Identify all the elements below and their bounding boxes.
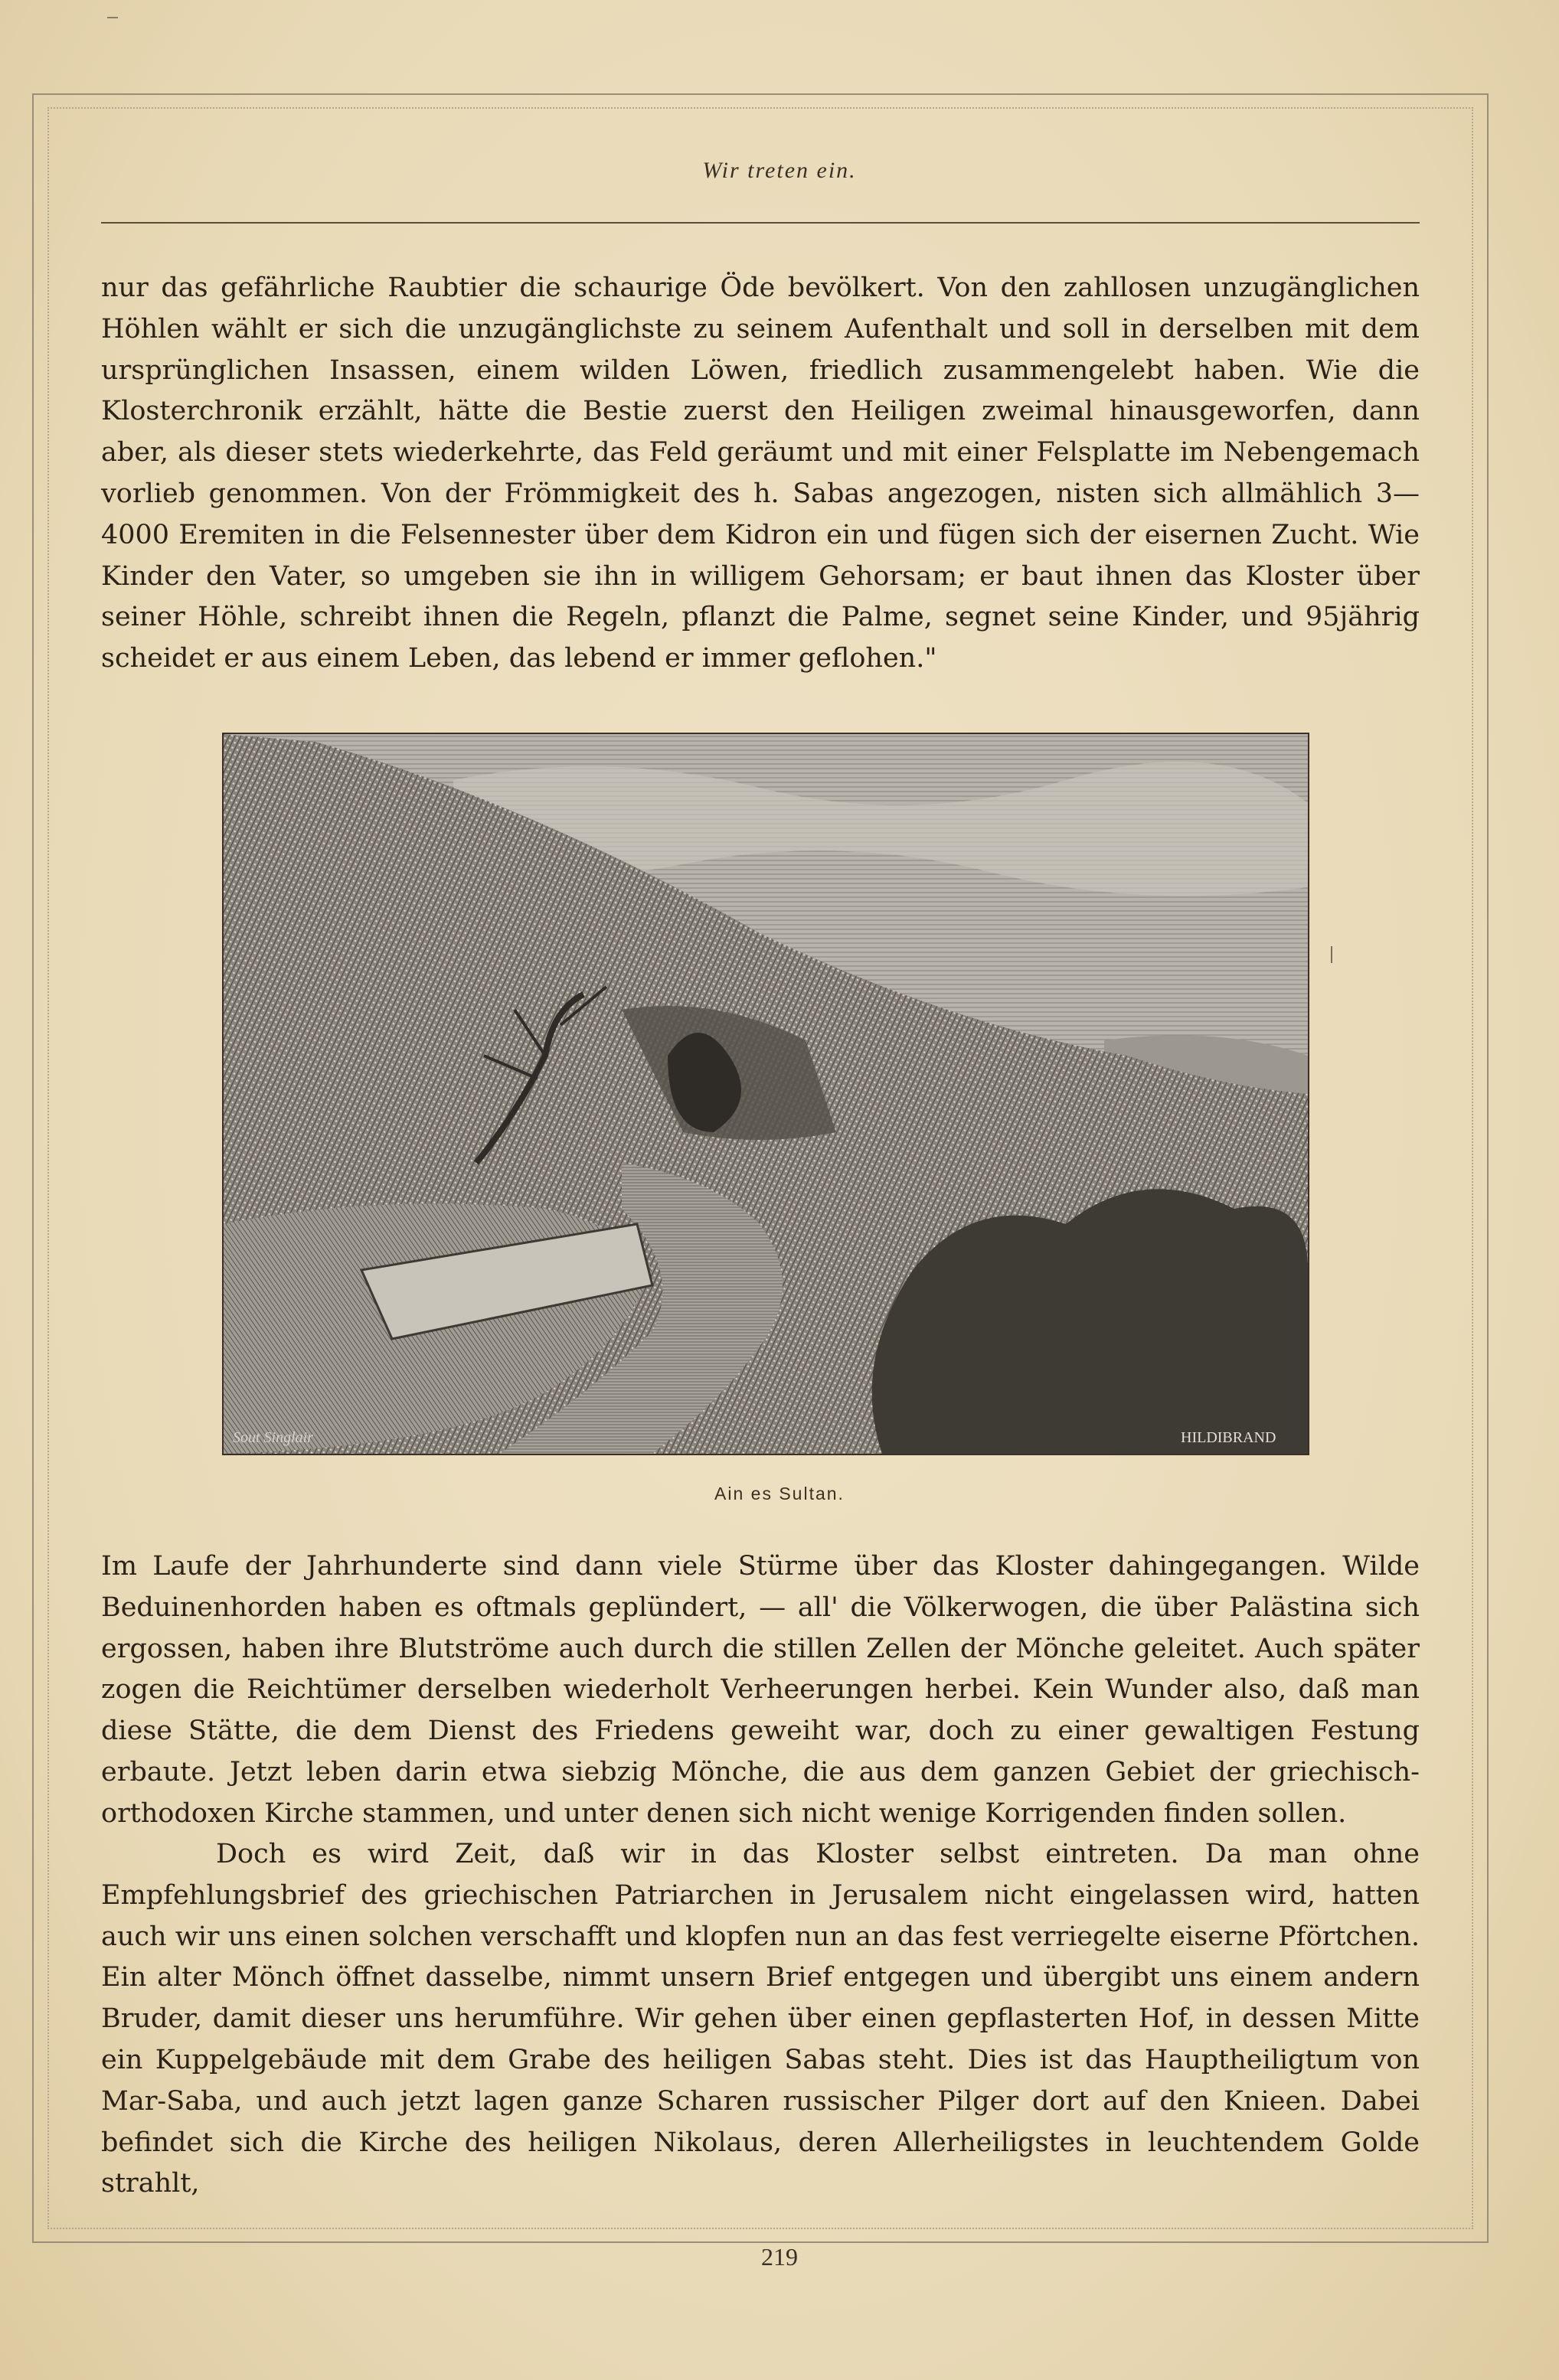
engraver-signature-left: Sout Singlair: [233, 1429, 314, 1446]
engraver-signature-right: HILDIBRAND: [1181, 1429, 1276, 1446]
running-head: Wir treten ein.: [702, 158, 857, 183]
margin-mark: [1331, 946, 1332, 963]
page-number: 219: [761, 2243, 798, 2271]
paragraph-3: Doch es wird Zeit, daß wir in das Kloster selbst eintreten. Da man ohne Empfehlungsbrief des griechischen Patriarchen in Jerusalem nicht eingelassen wird, hatten auch wir uns einen solchen verschafft und klopfen nun an das fest verriegelte eiserne Pförtchen. Ein alter Mönch öffnet dasselbe, nimmt unsern Brief entgegen und übergibt uns einem andern Bruder, damit dieser uns herumführe. Wir gehen über einen gepflasterten Hof, in dessen Mitte ein Kuppelgebäude mit dem Grabe des heiligen Sabas steht. Dies ist das Hauptheiligtum von Mar-Saba, und auch jetzt lagen ganze Scharen russischer Pilger dort auf den Knieen. Dabei befindet sich die Kirche des heiligen Nikolaus, deren Allerheiligstes in leuchtendem Golde strahlt,: [101, 1839, 1420, 2199]
paragraph-2: Im Laufe der Jahrhunderte sind dann viele Stürme über das Kloster dahingegangen. Wilde Beduinenhorden haben es oftmals geplündert, — all' die Völkerwogen, die über Palästina sich ergossen, haben ihre Blutströme auch durch die stillen Zellen der Mönche geleitet. Auch später zogen die Reichtümer derselben wiederholt Verheerungen herbei. Kein Wunder also, daß man diese Stätte, die dem Dienst des Friedens geweiht war, doch zu einer gewaltigen Festung erbaute. Jetzt leben darin etwa siebzig Mönche, die aus dem ganzen Gebiet der griechisch-orthodoxen Kirche stammen, und unter denen sich nicht wenige Korrigenden finden sollen.: [101, 1551, 1420, 1829]
illustration-caption: Ain es Sultan.: [714, 1484, 845, 1503]
header-rule: [101, 222, 1420, 224]
paragraph-1: nur das gefährliche Raubtier die schaurige Öde bevölkert. Von den zahllosen unzugänglichen Höhlen wählt er sich die unzugänglichste zu seinem Aufenthalt und soll in derselben mit dem ursprünglichen Insassen, einem wilden Löwen, friedlich zusammengelebt haben. Wie die Klosterchronik erzählt, hätte die Bestie zuerst den Heiligen zweimal hinausgeworfen, dann aber, als dieser stets wiederkehrte, das Feld geräumt und mit einer Felsplatte im Nebengemach vorlieb genommen. Von der Frömmigkeit des h. Sabas angezogen, nisten sich allmählich 3—4000 Eremiten in die Felsennester über dem Kidron ein und fügen sich der eisernen Zucht. Wie Kinder den Vater, so umgeben sie ihn in willigem Gehorsam; er baut ihnen das Kloster über seiner Höhle, schreibt ihnen die Regeln, pflanzt die Palme, segnet seine Kinder, und 95jährig scheidet er aus einem Leben, das lebend er immer geflohen.": [101, 273, 1420, 674]
corner-mark: [107, 17, 118, 18]
illustration-ain-es-sultan: [222, 733, 1309, 1455]
